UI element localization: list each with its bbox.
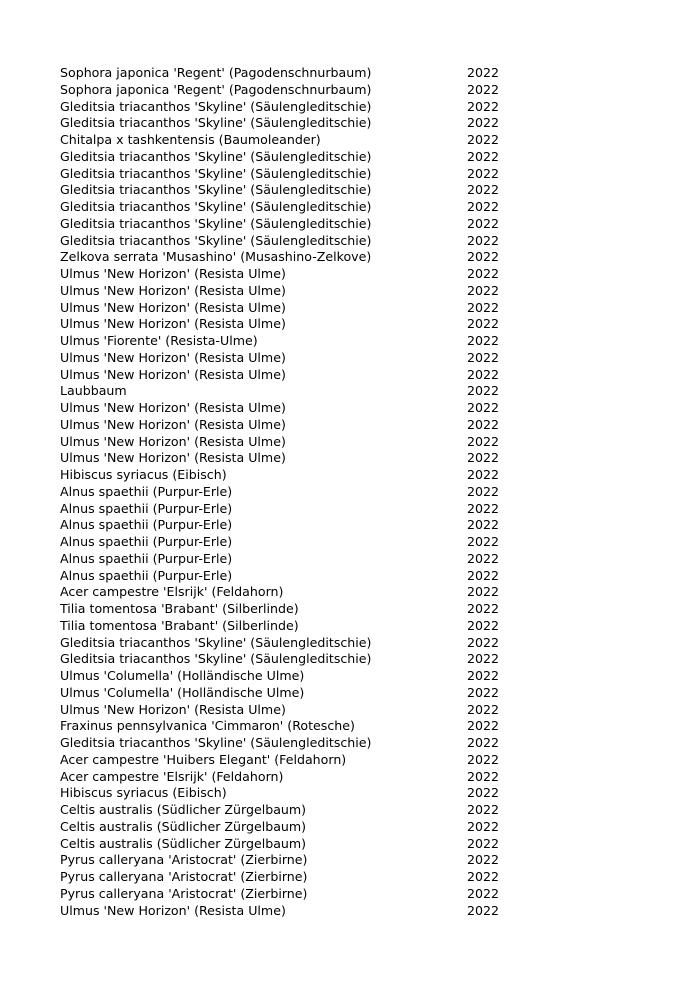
planting-year: 2022 [467, 299, 500, 315]
table-row [60, 300, 500, 317]
tree-species-name: Chitalpa x tashkentensis (Baumoleander) [60, 132, 321, 147]
planting-year: 2022 [467, 584, 500, 600]
planting-year: 2022 [467, 483, 500, 499]
planting-year: 2022 [467, 433, 500, 449]
planting-year: 2022 [467, 81, 500, 97]
tree-species-name: Ulmus 'Fiorente' (Resista-Ulme) [60, 333, 258, 348]
tree-species-name: Ulmus 'New Horizon' (Resista Ulme) [60, 299, 286, 315]
table-row [60, 836, 500, 853]
table-row [60, 534, 500, 551]
table-row [60, 383, 500, 400]
planting-year: 2022 [467, 785, 500, 801]
tree-species-name: Acer campestre 'Huibers Elegant' (Feldahorn) [60, 751, 347, 767]
tree-species-name: Alnus spaethii (Purpur-Erle) [60, 500, 233, 516]
planting-year: 2022 [467, 366, 500, 382]
table-row [60, 350, 500, 367]
planting-year: 2022 [467, 517, 500, 533]
tree-species-name: Fraxinus pennsylvanica 'Cimmaron' (Rotesche) [60, 718, 355, 734]
tree-species-name: Pyrus calleryana 'Aristocrat' (Zierbirne) [60, 852, 308, 868]
planting-year: 2022 [467, 400, 500, 415]
table-row [60, 400, 500, 417]
table-row [60, 450, 500, 467]
table-row [60, 199, 500, 216]
table-row [60, 568, 500, 585]
tree-species-name: Alnus spaethii (Purpur-Erle) [60, 550, 233, 566]
table-row [60, 752, 500, 769]
planting-year: 2022 [467, 835, 500, 851]
tree-species-name: Alnus spaethii (Purpur-Erle) [60, 483, 233, 499]
tree-species-name: Gleditsia triacanthos 'Skyline' (Säulengleditschie) [60, 98, 372, 114]
planting-year: 2022 [467, 316, 500, 332]
tree-species-name: Celtis australis (Südlicher Zürgelbaum) [60, 818, 307, 834]
planting-year: 2022 [467, 383, 500, 399]
table-row [60, 149, 500, 166]
table-row [60, 434, 500, 451]
tree-species-name: Ulmus 'New Horizon' (Resista Ulme) [60, 282, 286, 298]
planting-year: 2022 [467, 668, 500, 683]
planting-year: 2022 [467, 534, 500, 549]
tree-species-name: Zelkova serrata 'Musashino' (Musashino-Zelkove) [60, 249, 372, 265]
table-row [60, 333, 500, 350]
planting-year: 2022 [467, 182, 500, 198]
tree-species-name: Ulmus 'Columella' (Holländische Ulme) [60, 684, 305, 700]
table-row [60, 685, 500, 702]
tree-species-name: Gleditsia triacanthos 'Skyline' (Säulengleditschie) [60, 735, 372, 750]
planting-year: 2022 [467, 349, 500, 365]
planting-year: 2022 [467, 199, 500, 214]
planting-year: 2022 [467, 885, 500, 901]
tree-species-name: Gleditsia triacanthos 'Skyline' (Säulengleditschie) [60, 199, 372, 214]
table-row [60, 651, 500, 668]
table-row [60, 283, 500, 300]
planting-year: 2022 [467, 718, 500, 734]
planting-year: 2022 [467, 818, 500, 834]
tree-species-name: Ulmus 'New Horizon' (Resista Ulme) [60, 701, 286, 717]
planting-year: 2022 [467, 751, 500, 767]
table-row [60, 484, 500, 501]
table-row [60, 266, 500, 283]
planting-year: 2022 [467, 852, 500, 868]
planting-year: 2022 [467, 601, 500, 616]
tree-species-name: Gleditsia triacanthos 'Skyline' (Säulengleditschie) [60, 115, 372, 131]
tree-species-name: Ulmus 'New Horizon' (Resista Ulme) [60, 266, 286, 281]
table-row [60, 886, 500, 903]
tree-species-name: Laubbaum [60, 383, 127, 399]
tree-species-name: Ulmus 'New Horizon' (Resista Ulme) [60, 416, 286, 432]
table-row [60, 903, 500, 920]
tree-species-name: Gleditsia triacanthos 'Skyline' (Säulengleditschie) [60, 215, 372, 231]
planting-year: 2022 [467, 98, 500, 114]
planting-year: 2022 [467, 416, 500, 432]
tree-species-name: Pyrus calleryana 'Aristocrat' (Zierbirne) [60, 869, 308, 884]
tree-species-name: Hibiscus syriacus (Eibisch) [60, 467, 227, 482]
planting-year: 2022 [467, 802, 500, 817]
tree-species-name: Ulmus 'New Horizon' (Resista Ulme) [60, 450, 286, 466]
table-row [60, 82, 500, 99]
table-row [60, 182, 500, 199]
tree-species-name: Alnus spaethii (Purpur-Erle) [60, 534, 233, 549]
table-row [60, 501, 500, 518]
tree-species-name: Ulmus 'New Horizon' (Resista Ulme) [60, 366, 286, 382]
tree-species-name: Ulmus 'New Horizon' (Resista Ulme) [60, 902, 286, 918]
planting-year: 2022 [467, 266, 500, 281]
tree-species-name: Ulmus 'Columella' (Holländische Ulme) [60, 668, 305, 683]
tree-species-name: Acer campestre 'Elsrijk' (Feldahorn) [60, 584, 284, 600]
tree-species-name: Alnus spaethii (Purpur-Erle) [60, 567, 233, 583]
planting-year: 2022 [467, 282, 500, 298]
tree-species-name: Tilia tomentosa 'Brabant' (Silberlinde) [60, 617, 299, 633]
planting-year: 2022 [467, 65, 500, 80]
table-row [60, 601, 500, 618]
tree-species-name: Gleditsia triacanthos 'Skyline' (Säulengleditschie) [60, 165, 372, 181]
table-row [60, 316, 500, 333]
tree-species-name: Hibiscus syriacus (Eibisch) [60, 785, 227, 801]
tree-species-name: Gleditsia triacanthos 'Skyline' (Säulengleditschie) [60, 232, 372, 248]
table-row [60, 249, 500, 266]
tree-species-name: Ulmus 'New Horizon' (Resista Ulme) [60, 400, 286, 415]
table-row [60, 467, 500, 484]
planting-year: 2022 [467, 735, 500, 750]
planting-year: 2022 [467, 550, 500, 566]
table-row [60, 802, 500, 819]
table-row [60, 584, 500, 601]
tree-species-name: Gleditsia triacanthos 'Skyline' (Säulengleditschie) [60, 148, 372, 164]
table-row [60, 99, 500, 116]
table-row [60, 132, 500, 149]
tree-species-name: Alnus spaethii (Purpur-Erle) [60, 517, 233, 533]
planting-year: 2022 [467, 148, 500, 164]
planting-year: 2022 [467, 450, 500, 466]
table-row [60, 367, 500, 384]
tree-species-name: Ulmus 'New Horizon' (Resista Ulme) [60, 433, 286, 449]
planting-year: 2022 [467, 869, 500, 884]
tree-species-name: Acer campestre 'Elsrijk' (Feldahorn) [60, 768, 284, 784]
tree-species-name: Pyrus calleryana 'Aristocrat' (Zierbirne) [60, 885, 308, 901]
planting-year: 2022 [467, 634, 500, 650]
tree-species-name: Sophora japonica 'Regent' (Pagodenschnurbaum) [60, 65, 372, 80]
planting-year: 2022 [467, 500, 500, 516]
planting-year: 2022 [467, 902, 500, 918]
tree-species-name: Tilia tomentosa 'Brabant' (Silberlinde) [60, 601, 299, 616]
table-row [60, 668, 500, 685]
planting-year: 2022 [467, 467, 500, 482]
table-row [60, 233, 500, 250]
planting-year: 2022 [467, 617, 500, 633]
tree-species-name: Gleditsia triacanthos 'Skyline' (Säulengleditschie) [60, 634, 372, 650]
planting-year: 2022 [467, 651, 500, 667]
planting-year: 2022 [467, 215, 500, 231]
planting-year: 2022 [467, 684, 500, 700]
table-row [60, 417, 500, 434]
table-row [60, 65, 500, 82]
tree-species-name: Celtis australis (Südlicher Zürgelbaum) [60, 835, 307, 851]
tree-species-name: Gleditsia triacanthos 'Skyline' (Säulengleditschie) [60, 182, 372, 198]
tree-list [60, 65, 500, 919]
planting-year: 2022 [467, 768, 500, 784]
table-row [60, 735, 500, 752]
tree-species-name: Ulmus 'New Horizon' (Resista Ulme) [60, 349, 286, 365]
table-row [60, 635, 500, 652]
table-row [60, 702, 500, 719]
tree-species-name: Gleditsia triacanthos 'Skyline' (Säulengleditschie) [60, 651, 372, 667]
table-row [60, 819, 500, 836]
planting-year: 2022 [467, 115, 500, 131]
table-row [60, 517, 500, 534]
table-row [60, 551, 500, 568]
planting-year: 2022 [467, 249, 500, 265]
table-row [60, 115, 500, 132]
planting-year: 2022 [467, 232, 500, 248]
table-row [60, 785, 500, 802]
table-row [60, 166, 500, 183]
planting-year: 2022 [467, 165, 500, 181]
table-row [60, 618, 500, 635]
planting-year: 2022 [467, 567, 500, 583]
table-row [60, 769, 500, 786]
table-row [60, 869, 500, 886]
table-row [60, 718, 500, 735]
planting-year: 2022 [467, 333, 500, 348]
tree-species-name: Sophora japonica 'Regent' (Pagodenschnurbaum) [60, 81, 372, 97]
planting-year: 2022 [467, 132, 500, 147]
tree-species-name: Ulmus 'New Horizon' (Resista Ulme) [60, 316, 286, 332]
tree-species-name: Celtis australis (Südlicher Zürgelbaum) [60, 802, 307, 817]
planting-year: 2022 [467, 701, 500, 717]
table-row [60, 852, 500, 869]
table-row [60, 216, 500, 233]
